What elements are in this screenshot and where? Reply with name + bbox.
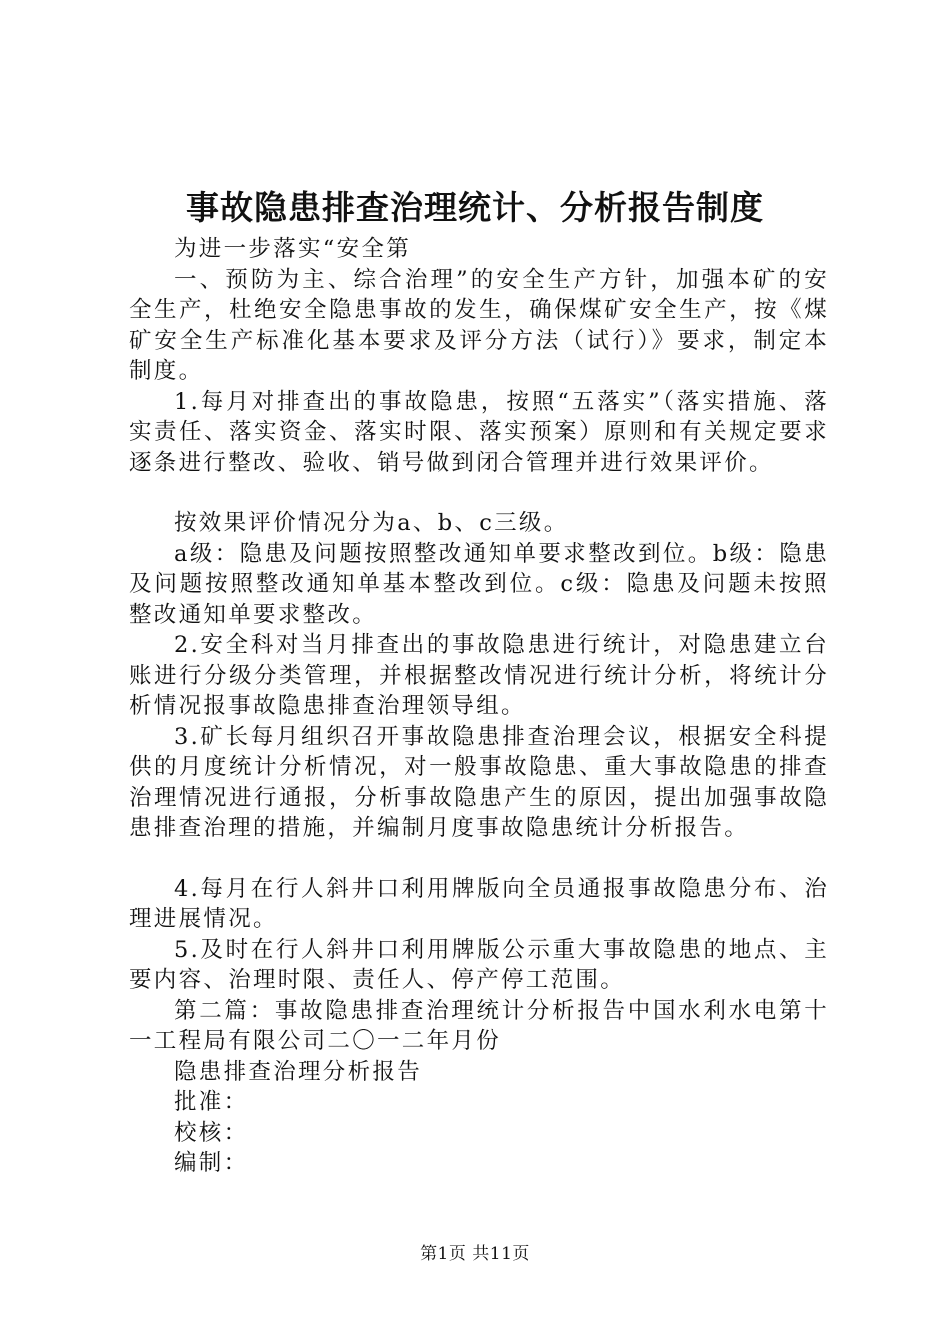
paragraph-item-4: 4.每月在行人斜井口利用牌版向全员通报事故隐患分布、治理进展情况。: [129, 875, 829, 932]
paragraph-item-3: 3.矿长每月组织召开事故隐患排查治理会议，根据安全科提供的月度统计分析情况，对一般事故隐患、重大事故隐患的排查治理情况进行通报，分析事故隐患产生的原因，提出加强事故隐患排查治理的措施，并编制月度事故隐患统计分析报告。: [129, 723, 829, 841]
document-body: [129, 234, 829, 1179]
review-line: 校核：: [174, 1119, 249, 1146]
paragraph-item-5: 5.及时在行人斜井口利用牌版公示重大事故隐患的地点、主要内容、治理时限、责任人、停产停工范围。: [129, 936, 829, 993]
document-title: 事故隐患排查治理统计、分析报告制度: [186, 188, 764, 227]
paragraph-item-2: 2.安全科对当月排查出的事故隐患进行统计，对隐患建立台账进行分级分类管理，并根据整改情况进行统计分析，将统计分析情况报事故隐患排查治理领导组。: [129, 632, 829, 719]
paragraph-grading: 按效果评价情况分为a、b、c三级。: [174, 510, 569, 536]
approval-line: 批准：: [174, 1089, 249, 1115]
compiler-line: 编制：: [174, 1150, 249, 1176]
paragraph-item-1: 1.每月对排查出的事故隐患，按照“五落实”（落实措施、落实责任、落实资金、落实时限、落实预案）原则和有关规定要求逐条进行整改、验收、销号做到闭合管理并进行效果评价。: [129, 388, 829, 476]
paragraph-part-two: 第二篇：事故隐患排查治理统计分析报告中国水利水电第十一工程局有限公司二〇一二年月份: [129, 997, 829, 1054]
page-number: 第1页 共11页: [420, 1244, 530, 1264]
paragraph-report-title: 隐患排查治理分析报告: [174, 1058, 423, 1085]
paragraph-grade-levels: a级：隐患及问题按照整改通知单要求整改到位。b级：隐患及问题按照整改通知单基本整改到位。c级：隐患及问题未按照整改通知单要求整改。: [129, 540, 829, 628]
paragraph-intro: 为进一步落实“安全第: [174, 236, 412, 262]
paragraph-policy: 一、预防为主、综合治理”的安全生产方针，加强本矿的安全生产，杜绝安全隐患事故的发生，确保煤矿安全生产，按《煤矿安全生产标准化基本要求及评分方法（试行）》要求，制定本制度。: [129, 266, 829, 384]
